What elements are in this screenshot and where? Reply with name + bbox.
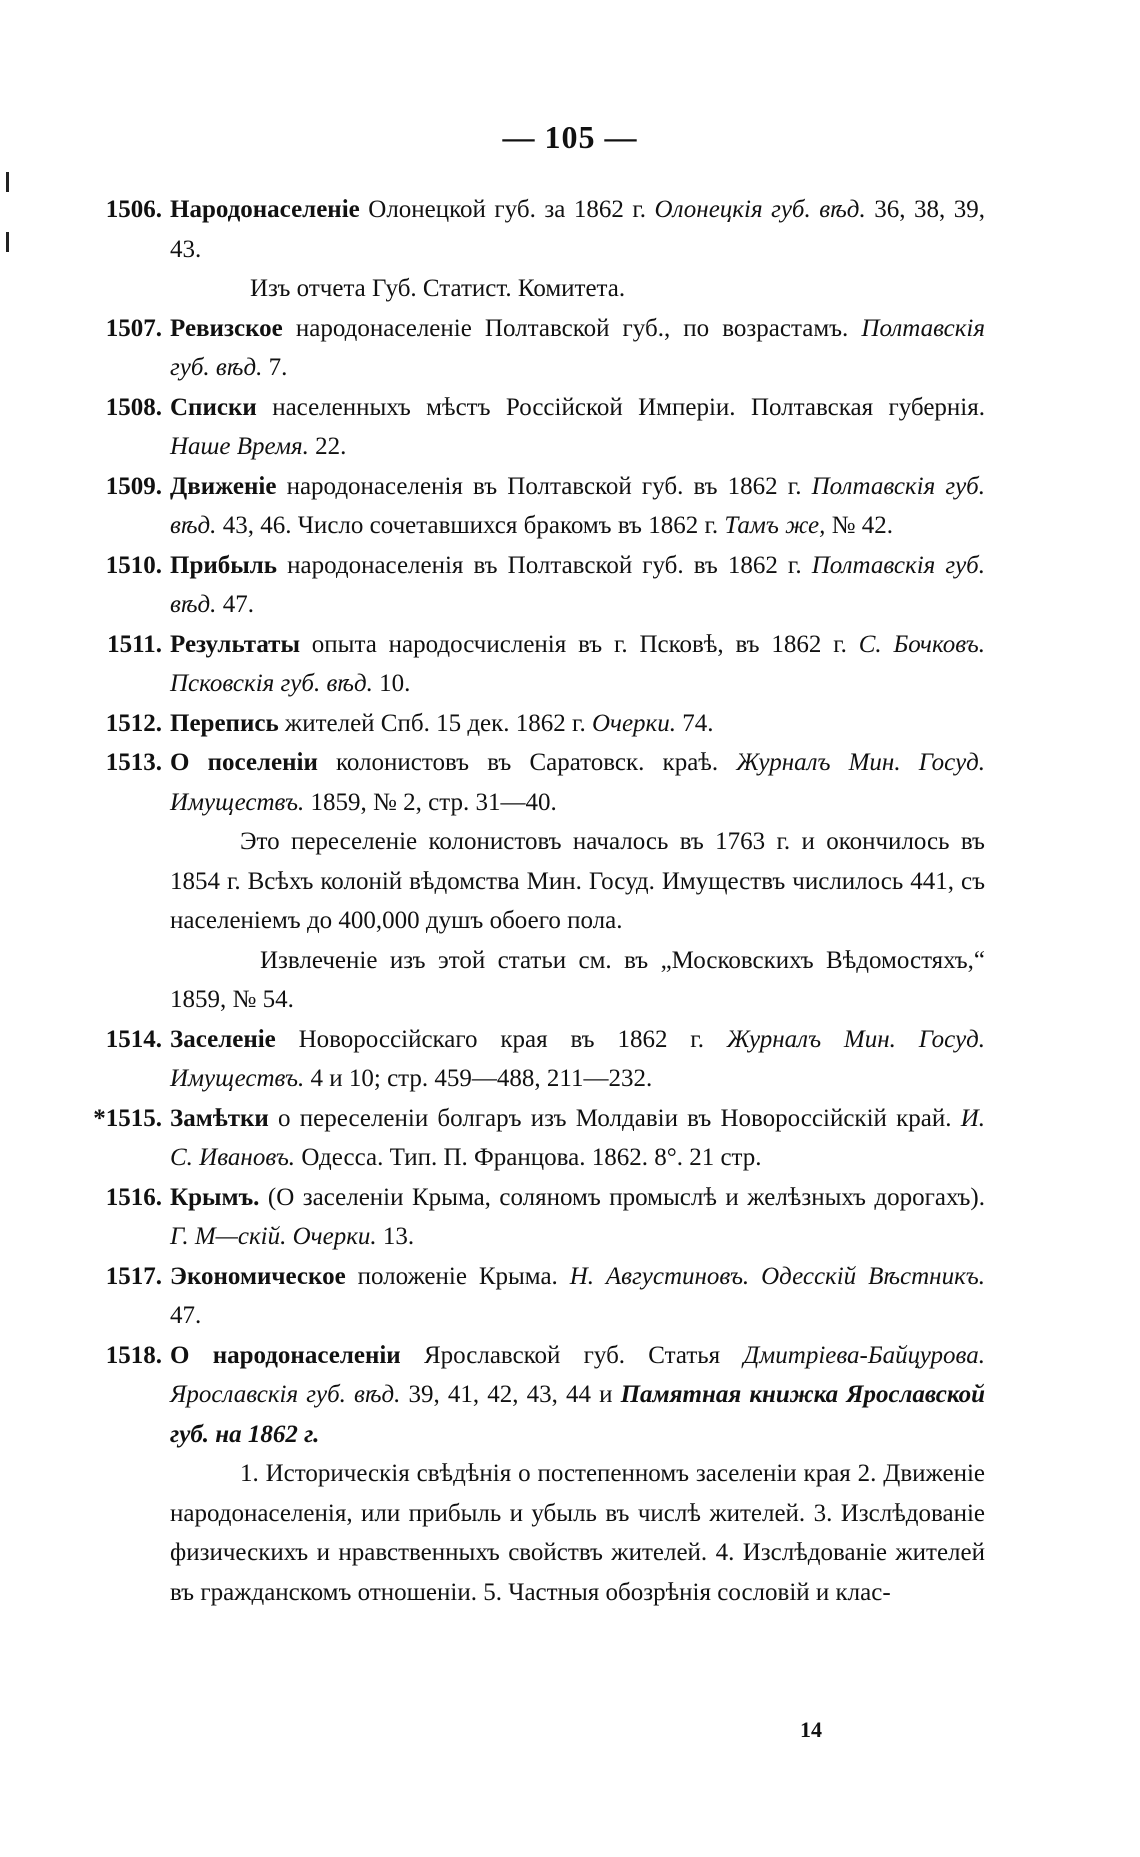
entry-tail: 4 и 10; стр. 459—488, 211—232. (304, 1065, 653, 1092)
entry-1507 (0, 309, 1140, 388)
entry-tail: 36, 38, 39, 43. (170, 196, 985, 263)
entry-number: 1518. (105, 1341, 162, 1369)
entry-tail: 47. (170, 1302, 202, 1329)
entry-source: Очерки. (591, 709, 676, 737)
entry-heading: Крымъ. (170, 1183, 260, 1211)
entry-list (0, 190, 1140, 1612)
entry-heading: Прибыль (170, 551, 278, 579)
entry-number: 1507. (105, 314, 162, 342)
entry-number: 1517. (105, 1262, 162, 1290)
entry-number: *1515. (93, 1104, 162, 1132)
entry-1516 (0, 1178, 1140, 1257)
entry-source: Дмитріева-Байцурова. Ярославскія губ. вѣд. (170, 1341, 985, 1408)
entry-note: Это переселеніе колонистовъ началось въ 1763 г. и окончилось въ 1854 г. Всѣхъ колоній вѣдомства Мин. Госуд. Имуществъ числилось 441, съ населеніемъ до 400,000 душъ обоего пола. (170, 828, 985, 934)
entry-text: Олонецкой губ. за 1862 г. (359, 196, 655, 223)
entry-1514 (0, 1020, 1140, 1099)
entry-heading: Списки (170, 393, 257, 421)
entry-source: С. Бочковъ. Псковскія губ. вѣд. (170, 630, 985, 697)
entry-text: народонаселенія въ Полтавской губ. въ 1862 г. (276, 472, 812, 500)
entry-source-2: Памятная книжка Ярославской губ. на 1862 г. (170, 1381, 985, 1448)
entry-tail: 1859, № 2, стр. 31—40. (304, 788, 557, 816)
entry-note: 1. Историческія свѣдѣнія о постепенномъ заселеніи края 2. Движеніе народонаселенія, или прибыль и убыль въ числѣ жителей. 3. Изслѣдованіе физическихъ и нравственныхъ свойствъ жителей. 4. Изслѣдованіе жителей въ гражданскомъ отношеніи. 5. Частныя обозрѣнія сословій и клас- (170, 1460, 985, 1606)
entry-source: Г. М—скій. Очерки. (170, 1223, 377, 1250)
entry-source: Олонецкія губ. вѣд. (654, 196, 866, 223)
entry-number: 1513. (105, 749, 162, 776)
signature-mark: 14 (800, 1717, 822, 1742)
entry-1506 (0, 190, 1140, 309)
entry-source: Наше Время. (170, 433, 309, 460)
entry-1508 (0, 388, 1140, 467)
entry-tail: 43, 46. Число сочетавшихся бракомъ въ 1862 г. (216, 512, 725, 539)
entry-text: народонаселенія въ Полтавской губ. въ 1862 г. (277, 551, 812, 579)
entry-number: 1512. (105, 709, 162, 737)
entry-1515 (0, 1099, 1140, 1178)
entry-1510 (0, 546, 1140, 625)
entry-note-2: Извлеченіе изъ этой статьи см. въ „Московскихъ Вѣдомостяхъ,“ 1859, № 54. (170, 946, 985, 1013)
entry-tail: 7. (262, 354, 288, 381)
entry-1509 (0, 467, 1140, 546)
entry-number: 1509. (105, 472, 162, 500)
entry-text: колонистовъ въ Саратовск. краѣ. (317, 749, 737, 776)
entry-heading: О поселеніи (170, 749, 318, 776)
entry-1518 (0, 1336, 1140, 1613)
entry-number: 1506. (105, 196, 162, 223)
entry-source: И. С. Ивановъ. (170, 1104, 985, 1171)
entry-tail: 74. (676, 709, 714, 737)
entry-heading: Народонаселеніе (170, 196, 360, 223)
entry-source-2: Тамъ же, (724, 512, 826, 539)
entry-source: Журналъ Мин. Госуд. Имуществъ. (170, 1025, 986, 1092)
entry-heading: Замѣтки (170, 1104, 269, 1132)
entry-1517 (0, 1257, 1140, 1336)
entry-1513 (0, 743, 1140, 1020)
entry-number: 1510. (105, 551, 162, 579)
entry-heading: Результаты (170, 630, 300, 658)
entry-text: опыта народосчисленія въ г. Псковѣ, въ 1862 г. (299, 630, 859, 658)
entry-1511 (0, 625, 1140, 704)
entry-heading: Перепись (170, 709, 279, 737)
entry-source: Полтавскія губ. вѣд. (170, 314, 985, 381)
entry-text: населенныхъ мѣстъ Россійской Имперіи. Полтавская губернія. (256, 393, 985, 421)
entry-text: Ярославской губ. Статья (400, 1341, 744, 1369)
entry-number: 1514. (105, 1025, 162, 1053)
entry-text: жителей Спб. 15 дек. 1862 г. (278, 709, 592, 737)
entry-text: (О заселеніи Крыма, соляномъ промыслѣ и желѣзныхъ дорогахъ). (259, 1183, 985, 1211)
entry-text: народонаселеніе Полтавской губ., по возрастамъ. (282, 314, 862, 342)
entry-text: Новороссійскаго края въ 1862 г. (275, 1025, 727, 1053)
entry-text: о переселеніи болгаръ изъ Молдавіи въ Новороссійскій край. (268, 1104, 961, 1132)
entry-tail: 13. (376, 1223, 415, 1250)
entry-number: 1516. (105, 1183, 162, 1211)
entry-number: 1508. (105, 393, 162, 421)
entry-text: положеніе Крыма. (345, 1262, 570, 1290)
entry-tail: 47. (216, 591, 254, 618)
entry-source: Журналъ Мин. Госуд. Имуществъ. (170, 749, 985, 816)
entry-heading: О народонаселеніи (170, 1341, 401, 1369)
margin-mark (6, 172, 9, 192)
entry-tail: 10. (372, 670, 411, 697)
entry-1512 (0, 704, 1140, 744)
entry-number: 1511. (107, 630, 162, 658)
entry-heading: Движеніе (170, 472, 277, 500)
entry-heading: Заселеніе (170, 1025, 276, 1053)
entry-tail: 22. (308, 433, 347, 460)
entry-tail: 39, 41, 42, 43, 44 и (400, 1381, 621, 1408)
entry-tail: Одесса. Тип. П. Францова. 1862. 8°. 21 стр. (295, 1144, 762, 1171)
entry-source: Полтавскія губ. вѣд. (170, 472, 985, 539)
entry-source: Н. Августиновъ. Одесскій Вѣстникъ. (569, 1262, 985, 1290)
entry-note: Изъ отчета Губ. Статист. Комитета. (250, 275, 626, 302)
entry-heading: Ревизское (170, 314, 283, 342)
entry-heading: Экономическое (170, 1262, 346, 1290)
entry-tail-2: № 42. (825, 512, 893, 539)
entry-source: Полтавскія губ. вѣд. (170, 551, 985, 618)
page-number: — 105 — (502, 119, 638, 155)
